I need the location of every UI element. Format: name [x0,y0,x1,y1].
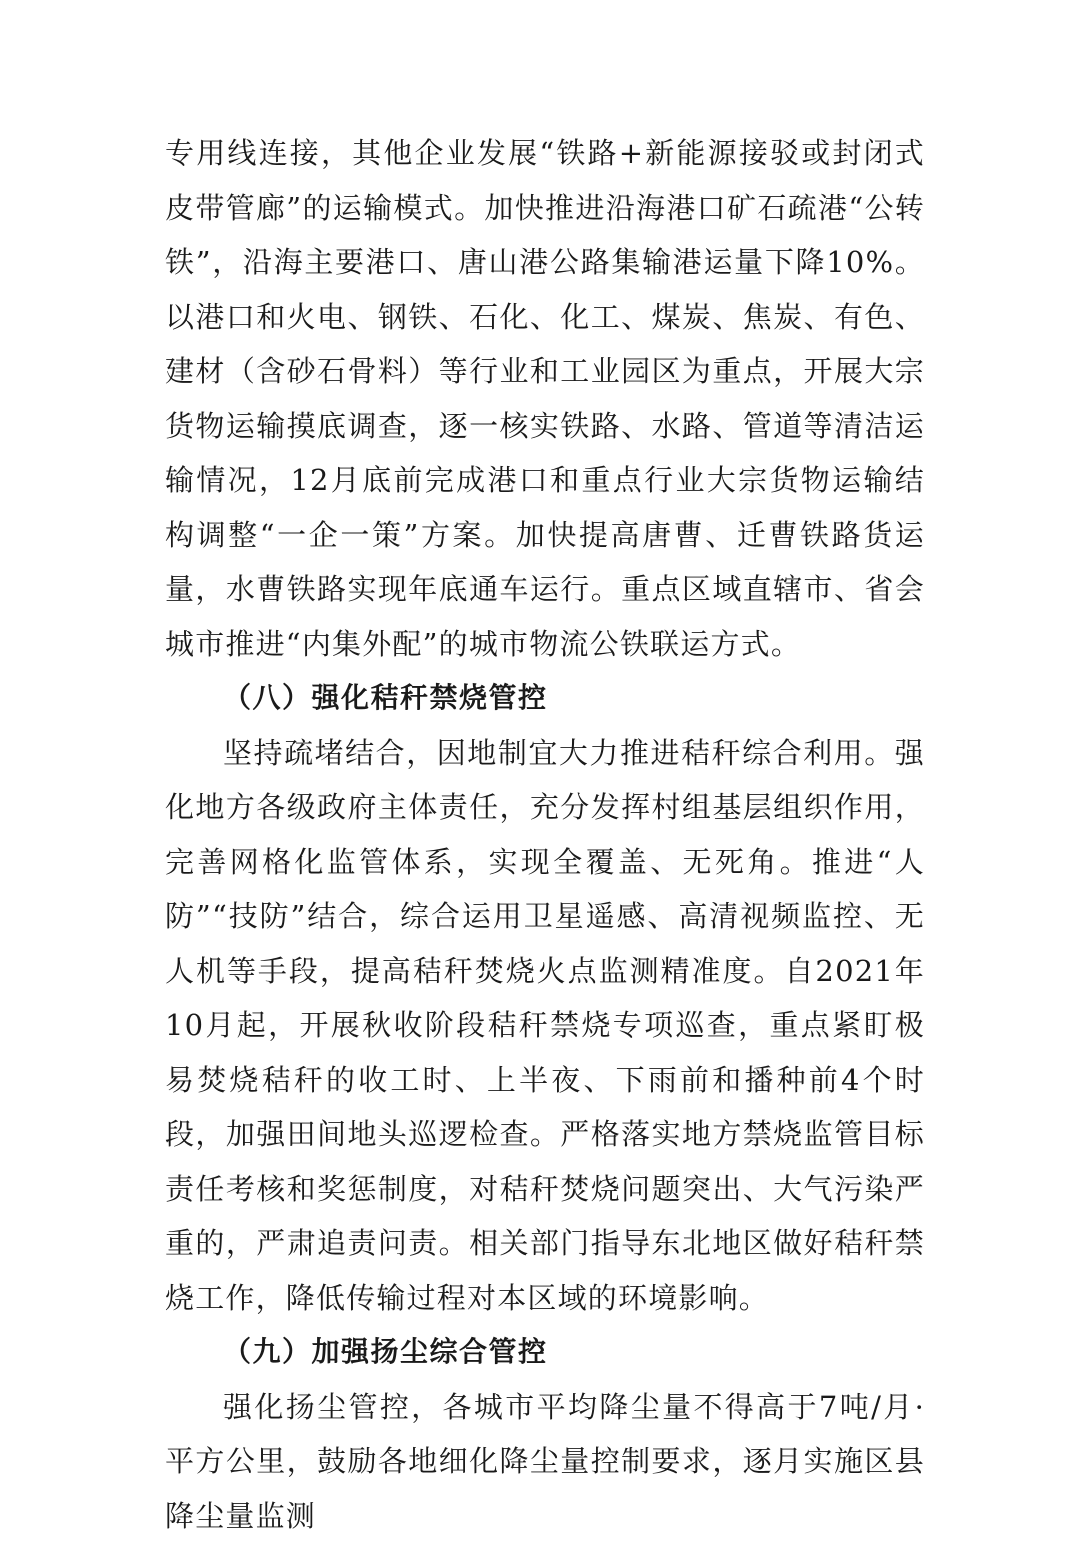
document-body [165,126,925,1543]
paragraph-dust-control: 强化扬尘管控，各城市平均降尘量不得高于7吨/月·平方公里，鼓励各地细化降尘量控制要求，逐月实施区县降尘量监测 [165,1380,925,1543]
section-heading-straw-burning: （八）强化秸秆禁烧管控 [165,671,925,726]
section-heading-dust-control: （九）加强扬尘综合管控 [165,1325,925,1380]
paragraph-straw-burning: 坚持疏堵结合，因地制宜大力推进秸秆综合利用。强化地方各级政府主体责任，充分发挥村组基层组织作用，完善网格化监管体系，实现全覆盖、无死角。推进“人防”“技防”结合，综合运用卫星遥感、高清视频监控、无人机等手段，提高秸秆焚烧火点监测精准度。自2021年10月起，开展秋收阶段秸秆禁烧专项巡查，重点紧盯极易焚烧秸秆的收工时、上半夜、下雨前和播种前4个时段，加强田间地头巡逻检查。严格落实地方禁烧监管目标责任考核和奖惩制度，对秸秆焚烧问题突出、大气污染严重的，严肃追责问责。相关部门指导东北地区做好秸秆禁烧工作，降低传输过程对本区域的环境影响。 [165,726,925,1326]
paragraph-transport-continued: 专用线连接，其他企业发展“铁路+新能源接驳或封闭式皮带管廊”的运输模式。加快推进沿海港口矿石疏港“公转铁”，沿海主要港口、唐山港公路集输港运量下降10%。以港口和火电、钢铁、石化、化工、煤炭、焦炭、有色、建材（含砂石骨料）等行业和工业园区为重点，开展大宗货物运输摸底调查，逐一核实铁路、水路、管道等清洁运输情况，12月底前完成港口和重点行业大宗货物运输结构调整“一企一策”方案。加快提高唐曹、迁曹铁路货运量，水曹铁路实现年底通车运行。重点区域直辖市、省会城市推进“内集外配”的城市物流公铁联运方式。 [165,126,925,671]
